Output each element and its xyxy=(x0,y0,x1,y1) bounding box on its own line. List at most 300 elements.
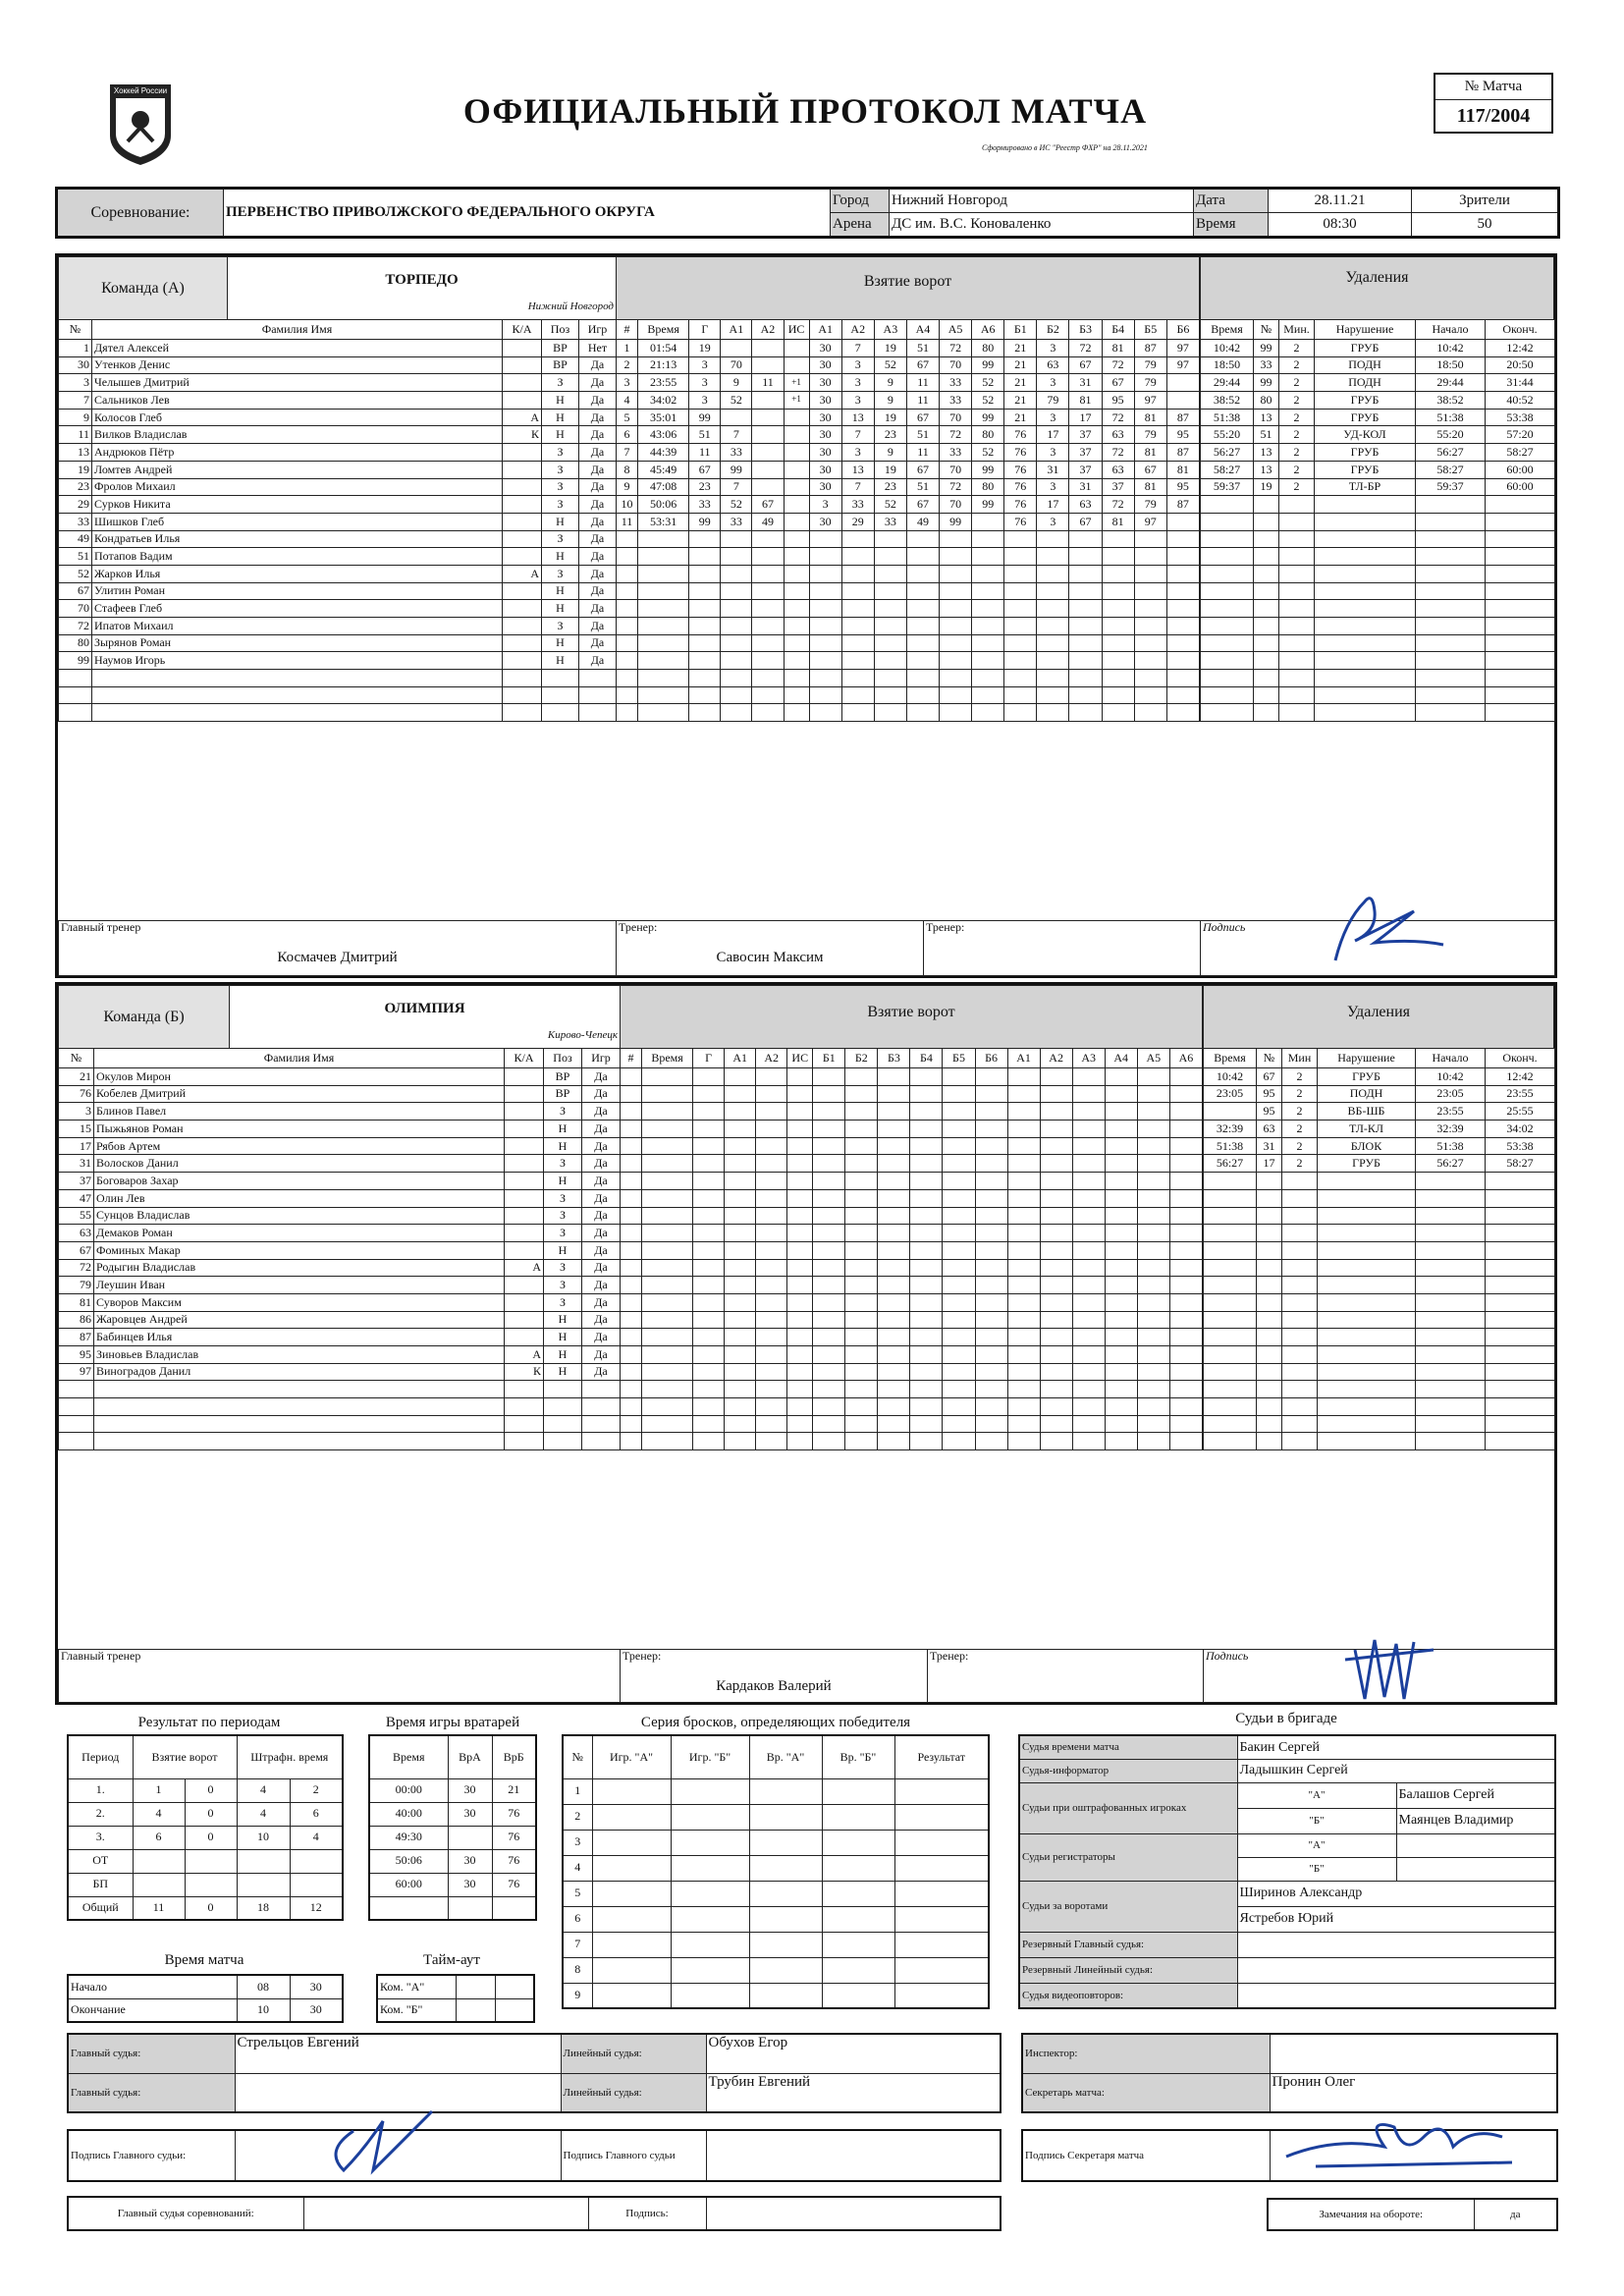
penalty-cell: 2 xyxy=(1279,374,1315,392)
goal-cell xyxy=(638,652,689,670)
player-name: Блинов Павел xyxy=(94,1103,505,1121)
goal-cell: 21 xyxy=(1004,374,1037,392)
player-pos: З xyxy=(542,496,579,514)
penalty-cell xyxy=(1279,600,1315,618)
goal-cell xyxy=(693,1241,725,1259)
goal-cell: 31 xyxy=(1069,478,1102,496)
player-pos xyxy=(544,1433,582,1450)
goal-cell xyxy=(910,1121,943,1138)
period-goals-a xyxy=(133,1849,185,1873)
player-no: 21 xyxy=(59,1068,94,1086)
goal-cell: 99 xyxy=(721,461,752,478)
penalty-cell: 2 xyxy=(1282,1155,1318,1173)
goal-cell xyxy=(1169,1155,1202,1173)
penalty-cell: 55:20 xyxy=(1416,426,1486,444)
ref-registrar-b-tag: "Б" xyxy=(1237,1857,1396,1881)
goal-cell xyxy=(1102,548,1134,566)
player-play: Да xyxy=(579,409,617,426)
signature-label: Подпись xyxy=(1203,920,1246,934)
roster-row xyxy=(59,618,617,635)
penalty-row xyxy=(1201,426,1555,444)
penalty-cell xyxy=(1279,496,1315,514)
goals-head-cell: А2 xyxy=(752,320,784,340)
goal-cell xyxy=(638,634,689,652)
goal-cell xyxy=(784,478,809,496)
goal-cell xyxy=(787,1415,813,1433)
penalty-cell xyxy=(1279,686,1315,704)
goal-cell xyxy=(756,1207,787,1225)
goal-cell xyxy=(1137,1346,1169,1364)
goal-cell: 1 xyxy=(617,340,638,357)
goal-cell xyxy=(813,1363,845,1381)
goal-cell: 81 xyxy=(1134,409,1166,426)
goal-cell xyxy=(975,1311,1007,1329)
player-no: 1 xyxy=(59,340,92,357)
period-row xyxy=(68,1896,343,1920)
goal-cell xyxy=(841,670,874,687)
goal-cell xyxy=(943,1241,975,1259)
player-no: 3 xyxy=(59,1103,94,1121)
goal-cell: 33 xyxy=(940,444,972,462)
roster-row xyxy=(59,374,617,392)
penalty-cell xyxy=(1315,513,1416,530)
player-play: Нет xyxy=(579,340,617,357)
shootout-no: 3 xyxy=(563,1830,592,1855)
penalty-cell xyxy=(1204,1398,1257,1416)
goal-cell xyxy=(1069,704,1102,722)
roster-row xyxy=(59,340,617,357)
goal-cell xyxy=(642,1155,693,1173)
goal-row xyxy=(621,1259,1203,1277)
goal-cell xyxy=(1072,1381,1105,1398)
player-pos xyxy=(542,670,579,687)
goal-cell xyxy=(910,1103,943,1121)
goal-cell xyxy=(1105,1415,1137,1433)
goal-cell xyxy=(910,1085,943,1103)
goal-cell xyxy=(621,1068,642,1086)
goalie-a: 30 xyxy=(448,1849,492,1873)
player-name xyxy=(92,704,503,722)
goalies-head-b: ВрБ xyxy=(492,1735,536,1778)
player-name: Челышев Дмитрий xyxy=(92,374,503,392)
penalty-cell: 80 xyxy=(1254,392,1279,410)
player-pos: ВР xyxy=(542,340,579,357)
player-name: Утенков Денис xyxy=(92,356,503,374)
goal-cell xyxy=(813,1311,845,1329)
goal-cell xyxy=(617,670,638,687)
goal-cell xyxy=(910,1155,943,1173)
penalty-cell xyxy=(1486,670,1555,687)
player-no xyxy=(59,1433,94,1450)
goal-cell xyxy=(721,618,752,635)
goal-cell: 19 xyxy=(689,340,721,357)
team-b-signature xyxy=(1335,1620,1443,1709)
goals-head-cell: А4 xyxy=(906,320,939,340)
goal-cell: 37 xyxy=(1102,478,1134,496)
penalty-cell: 2 xyxy=(1282,1085,1318,1103)
penalty-row xyxy=(1204,1137,1555,1155)
player-pos: Н xyxy=(544,1121,582,1138)
shootout-cell xyxy=(671,1830,749,1855)
goal-cell xyxy=(1007,1103,1040,1121)
goal-cell: 11 xyxy=(906,374,939,392)
goals-head-cell: Б3 xyxy=(1069,320,1102,340)
penalty-row xyxy=(1201,513,1555,530)
penalty-cell: 51:38 xyxy=(1204,1137,1257,1155)
goal-cell xyxy=(878,1363,910,1381)
player-no: 19 xyxy=(59,461,92,478)
line-referee-label: Линейный судья: xyxy=(561,2034,706,2073)
goal-cell: 21 xyxy=(1004,356,1037,374)
goal-cell: 72 xyxy=(940,340,972,357)
goal-cell xyxy=(784,686,809,704)
goal-row xyxy=(621,1068,1203,1086)
goal-cell: 72 xyxy=(940,478,972,496)
penalty-cell xyxy=(1486,1293,1555,1311)
penalty-cell: 2 xyxy=(1282,1137,1318,1155)
player-ka xyxy=(505,1173,544,1190)
goal-cell xyxy=(975,1433,1007,1450)
shootout-head-cell: № xyxy=(563,1735,592,1778)
goal-cell: 67 xyxy=(1134,461,1166,478)
goal-cell xyxy=(878,1293,910,1311)
goal-row xyxy=(621,1173,1203,1190)
goalie-row xyxy=(369,1873,536,1896)
penalty-cell: ВБ-ШБ xyxy=(1318,1103,1416,1121)
player-name xyxy=(92,686,503,704)
ref-goal-label: Судьи за воротами xyxy=(1019,1881,1237,1932)
goal-cell xyxy=(1105,1189,1137,1207)
goal-cell xyxy=(752,444,784,462)
goal-cell xyxy=(642,1207,693,1225)
goal-cell xyxy=(910,1259,943,1277)
goal-cell: 81 xyxy=(1134,478,1166,496)
goal-cell xyxy=(1166,530,1199,548)
goal-cell: 21 xyxy=(1004,340,1037,357)
player-no: 86 xyxy=(59,1311,94,1329)
goal-cell xyxy=(1169,1329,1202,1346)
penalty-cell xyxy=(1257,1381,1282,1398)
goal-cell xyxy=(752,426,784,444)
roster-row xyxy=(59,600,617,618)
main-referee-label: Главный судья: xyxy=(68,2034,235,2073)
goals-head-cell: # xyxy=(621,1049,642,1068)
penalty-cell: 32:39 xyxy=(1416,1121,1486,1138)
goal-cell xyxy=(975,1259,1007,1277)
competition-label: Соревнование: xyxy=(57,189,224,238)
penalty-cell xyxy=(1257,1173,1282,1190)
penalty-cell xyxy=(1486,1398,1555,1416)
penalty-cell xyxy=(1318,1277,1416,1294)
penalty-cell xyxy=(1257,1189,1282,1207)
goal-row xyxy=(621,1155,1203,1173)
penalty-cell xyxy=(1315,704,1416,722)
goal-cell xyxy=(1169,1241,1202,1259)
goal-cell xyxy=(910,1415,943,1433)
goal-cell xyxy=(621,1225,642,1242)
penalty-cell xyxy=(1486,1173,1555,1190)
penalty-cell xyxy=(1486,1346,1555,1364)
penalty-cell xyxy=(1486,1415,1555,1433)
penalty-cell xyxy=(1257,1415,1282,1433)
penalty-cell xyxy=(1416,1241,1486,1259)
player-name: Рябов Артем xyxy=(94,1137,505,1155)
goal-cell xyxy=(1166,600,1199,618)
goal-cell xyxy=(617,686,638,704)
goal-cell xyxy=(693,1121,725,1138)
goal-cell xyxy=(845,1398,878,1416)
player-ka: К xyxy=(505,1363,544,1381)
goal-cell xyxy=(784,582,809,600)
goal-cell xyxy=(1072,1329,1105,1346)
penalty-cell xyxy=(1282,1381,1318,1398)
goal-cell xyxy=(975,1329,1007,1346)
penalty-cell xyxy=(1486,496,1555,514)
page-title: ОФИЦИАЛЬНЫЙ ПРОТОКОЛ МАТЧА xyxy=(462,91,1148,131)
timeout-a-label: Ком. "А" xyxy=(377,1975,456,1998)
penalty-cell xyxy=(1486,1189,1555,1207)
player-no xyxy=(59,1398,94,1416)
penalty-cell: 2 xyxy=(1279,444,1315,462)
goal-cell xyxy=(621,1293,642,1311)
goal-cell xyxy=(1137,1381,1169,1398)
goal-cell xyxy=(721,634,752,652)
player-ka xyxy=(505,1241,544,1259)
penalty-cell: ТЛ-КЛ xyxy=(1318,1121,1416,1138)
goalie-time: 49:30 xyxy=(369,1826,448,1849)
goal-cell: 30 xyxy=(809,426,841,444)
goal-row xyxy=(621,1103,1203,1121)
player-no: 15 xyxy=(59,1121,94,1138)
goal-cell xyxy=(752,634,784,652)
goal-cell xyxy=(1169,1189,1202,1207)
penalty-row xyxy=(1201,704,1555,722)
goal-cell xyxy=(693,1085,725,1103)
period-pim-b: 4 xyxy=(290,1826,343,1849)
goal-cell: 30 xyxy=(809,444,841,462)
shootout-cell xyxy=(822,1957,894,1983)
goal-cell xyxy=(910,1277,943,1294)
goal-cell xyxy=(787,1311,813,1329)
player-no: 72 xyxy=(59,618,92,635)
player-ka xyxy=(505,1068,544,1086)
goal-cell xyxy=(1072,1433,1105,1450)
goal-cell xyxy=(1166,652,1199,670)
goal-cell xyxy=(1105,1259,1137,1277)
shootout-cell xyxy=(822,1855,894,1881)
player-ka xyxy=(503,582,542,600)
goal-cell xyxy=(787,1293,813,1311)
goal-cell xyxy=(784,340,809,357)
pen-end-head: Оконч. xyxy=(1486,320,1555,340)
penalty-row xyxy=(1201,686,1555,704)
date: 28.11.21 xyxy=(1269,189,1412,213)
penalty-cell xyxy=(1204,1346,1257,1364)
penalty-cell xyxy=(1282,1329,1318,1346)
player-ka xyxy=(505,1293,544,1311)
officials-sign-table xyxy=(67,2129,1001,2182)
goal-cell xyxy=(638,600,689,618)
periods-title: Результат по периодам xyxy=(137,1715,281,1730)
goal-row xyxy=(617,652,1200,670)
roster-row xyxy=(59,1137,621,1155)
penalty-cell xyxy=(1204,1311,1257,1329)
goal-cell xyxy=(845,1381,878,1398)
penalty-cell xyxy=(1254,600,1279,618)
goal-cell xyxy=(725,1259,756,1277)
pen-no-head: № xyxy=(1254,320,1279,340)
goal-cell: 30 xyxy=(809,374,841,392)
goal-cell xyxy=(1137,1277,1169,1294)
goal-cell xyxy=(638,548,689,566)
shootout-cell xyxy=(894,1778,989,1804)
goal-cell xyxy=(813,1346,845,1364)
goal-cell xyxy=(693,1277,725,1294)
penalty-cell: 19 xyxy=(1254,478,1279,496)
goal-cell xyxy=(693,1173,725,1190)
timeout-b-label: Ком. "Б" xyxy=(377,1998,456,2022)
penalty-cell xyxy=(1204,1415,1257,1433)
shootout-cell xyxy=(894,1983,989,2008)
goals-head-cell: # xyxy=(617,320,638,340)
goal-cell: 9 xyxy=(874,444,906,462)
head-coach-label-b: Главный тренер xyxy=(61,1649,141,1663)
goal-cell: 23:55 xyxy=(638,374,689,392)
main-referee-2-label: Главный судья: xyxy=(68,2073,235,2112)
goal-cell xyxy=(874,704,906,722)
goal-cell xyxy=(721,652,752,670)
period-name: ОТ xyxy=(68,1849,133,1873)
goal-cell xyxy=(845,1225,878,1242)
penalty-cell xyxy=(1254,704,1279,722)
team-b-label: Команда (Б) xyxy=(59,986,230,1049)
goal-cell xyxy=(1137,1103,1169,1121)
arena: ДС им. В.С. Коноваленко xyxy=(890,213,1194,238)
goal-cell xyxy=(752,670,784,687)
penalty-cell: 2 xyxy=(1282,1068,1318,1086)
player-no xyxy=(59,670,92,687)
goal-cell xyxy=(1137,1293,1169,1311)
penalty-cell xyxy=(1416,1311,1486,1329)
goal-cell xyxy=(845,1241,878,1259)
player-ka xyxy=(505,1225,544,1242)
competition-referee-label: Главный судья соревнований: xyxy=(68,2197,303,2230)
goal-cell xyxy=(756,1363,787,1381)
goal-cell xyxy=(689,652,721,670)
shootout-row xyxy=(563,1906,989,1932)
player-no: 33 xyxy=(59,513,92,530)
penalty-cell xyxy=(1486,565,1555,582)
shootout-title: Серия бросков, определяющих победителя xyxy=(640,1715,911,1730)
penalty-cell xyxy=(1416,1415,1486,1433)
player-no: 30 xyxy=(59,356,92,374)
shootout-cell xyxy=(592,1932,671,1957)
penalty-cell xyxy=(1279,548,1315,566)
penalty-cell xyxy=(1416,1189,1486,1207)
goal-cell: 30 xyxy=(809,392,841,410)
goal-cell xyxy=(809,582,841,600)
remarks-label: Замечания на обороте: xyxy=(1268,2199,1474,2230)
player-ka xyxy=(505,1121,544,1138)
col-ka-b: К/А xyxy=(505,1049,544,1068)
goal-cell xyxy=(621,1137,642,1155)
goal-cell xyxy=(752,686,784,704)
goal-cell xyxy=(874,618,906,635)
penalty-row xyxy=(1204,1155,1555,1173)
goal-cell xyxy=(784,565,809,582)
goal-cell xyxy=(693,1293,725,1311)
goal-cell: 80 xyxy=(972,340,1004,357)
goal-cell xyxy=(784,600,809,618)
goal-cell xyxy=(1169,1068,1202,1086)
penalty-cell: 31:44 xyxy=(1486,374,1555,392)
penalty-cell xyxy=(1204,1103,1257,1121)
player-play: Да xyxy=(582,1346,621,1364)
goal-row xyxy=(621,1189,1203,1207)
shootout-cell xyxy=(671,1881,749,1906)
goal-cell xyxy=(756,1225,787,1242)
goal-row xyxy=(617,548,1200,566)
goal-cell: 3 xyxy=(809,496,841,514)
shootout-cell xyxy=(592,1804,671,1830)
goal-cell: 72 xyxy=(1102,444,1134,462)
goal-cell xyxy=(1102,530,1134,548)
goal-cell xyxy=(621,1398,642,1416)
goal-cell: 37 xyxy=(1069,426,1102,444)
roster-row xyxy=(59,392,617,410)
penalty-cell: 13 xyxy=(1254,444,1279,462)
penalty-cell: 58:27 xyxy=(1416,461,1486,478)
player-name: Ипатов Михаил xyxy=(92,618,503,635)
goal-cell xyxy=(845,1293,878,1311)
main-referee-1: Стрельцов Евгений xyxy=(235,2034,561,2073)
penalty-cell xyxy=(1257,1363,1282,1381)
penalty-cell xyxy=(1204,1189,1257,1207)
team-a-head-coach: Космачев Дмитрий xyxy=(277,950,398,966)
col-play: Игр xyxy=(579,320,617,340)
goal-cell xyxy=(1072,1277,1105,1294)
goal-cell xyxy=(617,634,638,652)
goal-cell xyxy=(1105,1068,1137,1086)
goal-cell xyxy=(689,582,721,600)
goal-cell xyxy=(1040,1311,1072,1329)
inspector-label: Инспектор: xyxy=(1022,2034,1270,2073)
goal-cell xyxy=(1166,513,1199,530)
shootout-body xyxy=(563,1778,989,2008)
team-b-penalties-label: Удаления xyxy=(1204,986,1554,1049)
penalty-cell xyxy=(1204,1329,1257,1346)
goal-cell xyxy=(809,670,841,687)
goal-cell xyxy=(1105,1207,1137,1225)
goal-cell xyxy=(756,1415,787,1433)
goal-cell xyxy=(642,1225,693,1242)
goal-cell xyxy=(940,652,972,670)
player-ka xyxy=(503,634,542,652)
goal-cell xyxy=(972,618,1004,635)
goal-row xyxy=(621,1398,1203,1416)
date-label: Дата xyxy=(1194,189,1269,213)
team-a-goals-label: Взятие ворот xyxy=(617,257,1200,320)
penalty-cell xyxy=(1254,670,1279,687)
goal-cell xyxy=(725,1363,756,1381)
goal-cell xyxy=(693,1225,725,1242)
goal-cell xyxy=(1134,548,1166,566)
goal-cell xyxy=(787,1121,813,1138)
goal-cell: 52 xyxy=(874,496,906,514)
goal-cell: 51 xyxy=(906,478,939,496)
goal-cell xyxy=(1072,1085,1105,1103)
goal-cell xyxy=(725,1346,756,1364)
